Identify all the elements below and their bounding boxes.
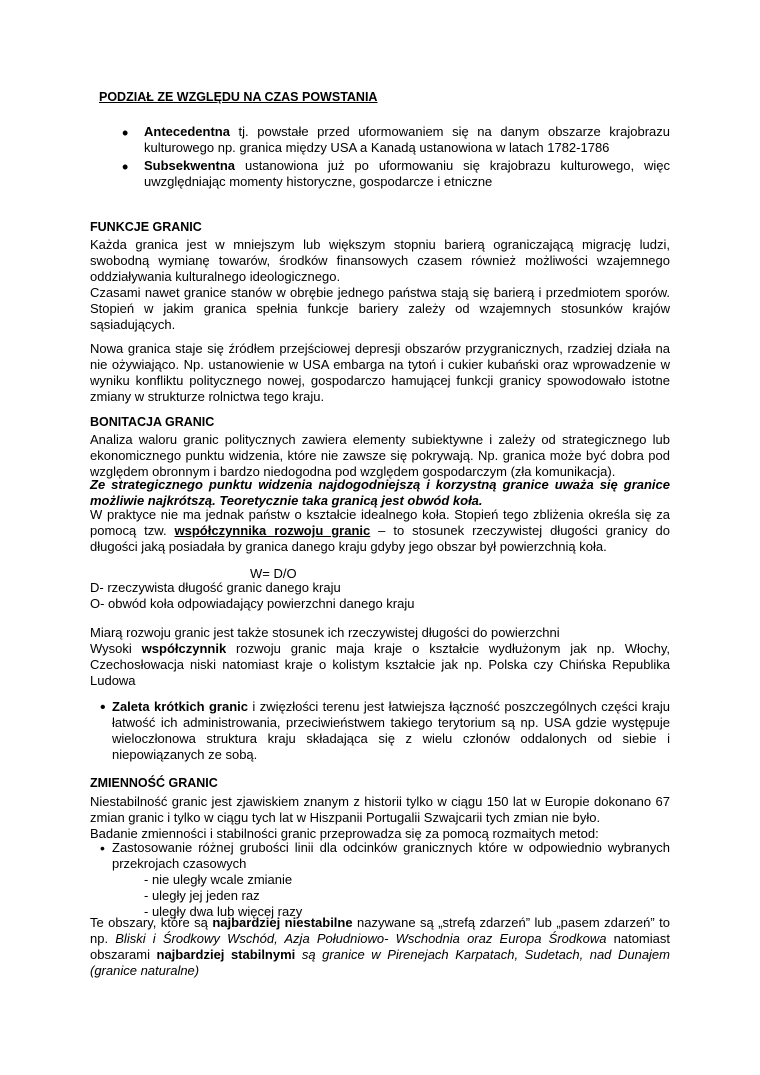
text: Te obszary, które są: [90, 915, 213, 930]
list-item-text: tj. powstałe przed uformowaniem się na danym obszarze krajobrazu kulturowego np. granica między USA a Kanadą ustanowiona w latach 1782-1786: [144, 124, 670, 155]
heading-zmiennosc: ZMIENNOŚĆ GRANIC: [90, 776, 218, 790]
bullet-icon: •: [122, 157, 129, 177]
paragraph: Każda granica jest w mniejszym lub większym stopniu barierą ograniczającą migrację ludzi, swobodną wymianę towarów, środków finansowych czasem również możliwości wzajemnego oddziaływania kulturalnego ideologicznego.: [90, 237, 670, 284]
paragraph: Niestabilność granic jest zjawiskiem znanym z historii tylko w ciągu 150 lat w Europie dokonano 67 zmian granic i tylko w ciągu tych lat w Hiszpanii Portugalii Szwajcarii tych zmian nie było.: [90, 794, 670, 825]
section-title-podzial: PODZIAŁ ZE WZGLĘDU NA CZAS POWSTANIA: [99, 90, 378, 104]
list-item-antecedentna: [144, 124, 670, 156]
term-wspolczynnik: współczynnik: [141, 641, 227, 656]
heading-bonitacja: BONITACJA GRANIC: [90, 415, 215, 429]
text: nazywane są „strefą zdarzeń” lub „pasem zdarzeń” to np.: [90, 915, 670, 946]
text: natomiast obszarami: [90, 931, 670, 962]
bullet-icon: •: [100, 840, 105, 856]
paragraph: [90, 641, 670, 689]
sub-item: - nie uległy wcale zmianie: [144, 872, 293, 887]
term-stabilne: najbardziej stabilnymi: [156, 947, 296, 962]
heading-funkcje: FUNKCJE GRANIC: [90, 220, 202, 234]
text: – to stosunek rzeczywistej długości granicy do długości jaką posiadała by granica danego kraju gdyby jego obszar był powierzchnią koła.: [90, 523, 671, 554]
term-antecedentna: Antecedentna: [144, 124, 230, 139]
paragraph-emphasis: Ze strategicznego punktu widzenia najdogodniejszą i korzystną granice uważa się granice możliwie najkrótszą. Teoretycznie taka granicą jest obwód koła.: [90, 477, 670, 508]
text: Wysoki: [90, 641, 142, 656]
sub-item: - uległy dwa lub więcej razy: [144, 904, 303, 919]
paragraph: Badanie zmienności i stabilności granic przeprowadza się za pomocą rozmaitych metod:: [90, 826, 599, 841]
paragraph: [90, 915, 670, 979]
list-item-zaleta: [112, 699, 670, 763]
formula: W= D/O: [250, 566, 297, 581]
bullet-icon: •: [122, 123, 129, 143]
regions-stable: są granice w Pirenejach Karpatach, Sudetach, nad Dunajem (granice naturalne): [90, 947, 670, 978]
definition-d: D- rzeczywista długość granic danego kraju: [90, 580, 341, 595]
text: W praktyce nie ma jednak państw o kształcie idealnego koła. Stopień tego zbliżenia określa się za pomocą tzw.: [90, 507, 670, 538]
list-item-text: ustanowiona już po uformowaniu się krajobrazu kulturowego, więc uwzględniając momenty historyczne, gospodarcze i etniczne: [144, 158, 670, 189]
term-niestabilne: najbardziej niestabilne: [212, 915, 353, 930]
regions-unstable: Bliski i Środkowy Wschód, Azja Południowo- Wschodnia oraz Europa Środkowa: [115, 931, 607, 946]
list-item-subsekwentna: [144, 158, 670, 190]
sub-item: - uległy jej jeden raz: [144, 888, 260, 903]
term-subsekwentna: Subsekwentna: [144, 158, 236, 173]
paragraph: [90, 507, 670, 555]
bullet-icon: •: [100, 699, 106, 716]
text: rozwoju granic maja kraje o kształcie wydłużonym jak np. Włochy, Czechosłowacja niski natomiast kraje o kolistym kształcie jak np. Polska czy Chińska Republika Ludowa: [90, 641, 671, 688]
paragraph: Miarą rozwoju granic jest także stosunek ich rzeczywistej długości do powierzchni: [90, 625, 560, 640]
term-zaleta: Zaleta krótkich granic: [112, 699, 248, 714]
list-item-text: i zwięzłości terenu jest łatwiejsza łączność poszczególnych części kraju łatwość ich administrowania, przeciwieństwem takiego terytorium są np. USA gdzie występuje wieloczłonowa struktura kraju składająca się z wielu członów oddalonych od siebie i niepowiązanych ze sobą.: [112, 699, 670, 762]
term-wspolczynnik-rozwoju: współczynnika rozwoju granic: [174, 523, 371, 538]
definition-o: O- obwód koła odpowiadający powierzchni danego kraju: [90, 596, 415, 611]
paragraph: Nowa granica staje się źródłem przejściowej depresji obszarów przygranicznych, rzadziej działa na nie ożywiająco. Np. ustanowienie w USA embarga na tytoń i cukier kubański oraz wprowadzenie w wyniku konfliktu politycznego nowej, gospodarczo hamującej funkcji granicy spowodowało istotne zmiany w strukturze rolnictwa tego kraju.: [90, 341, 670, 404]
paragraph: Analiza waloru granic politycznych zawiera elementy subiektywne i zależy od strategicznego lub ekonomicznego punktu widzenia, które nie zawsze się pokrywają. Np. granica może być dobra pod względem obronnym i bardzo niedogodna pod względem gospodarczym (zła komunikacja).: [90, 432, 670, 479]
list-item-zastosowanie: Zastosowanie różnej grubości linii dla odcinków granicznych które w odpowiednio wybranych przekrojach czasowych: [112, 840, 670, 871]
paragraph: Czasami nawet granice stanów w obrębie jednego państwa stają się barierą i przedmiotem sporów. Stopień w jakim granica spełnia funkcje bariery zależy od wzajemnych stosunków krajów sąsiadujących.: [90, 285, 670, 332]
